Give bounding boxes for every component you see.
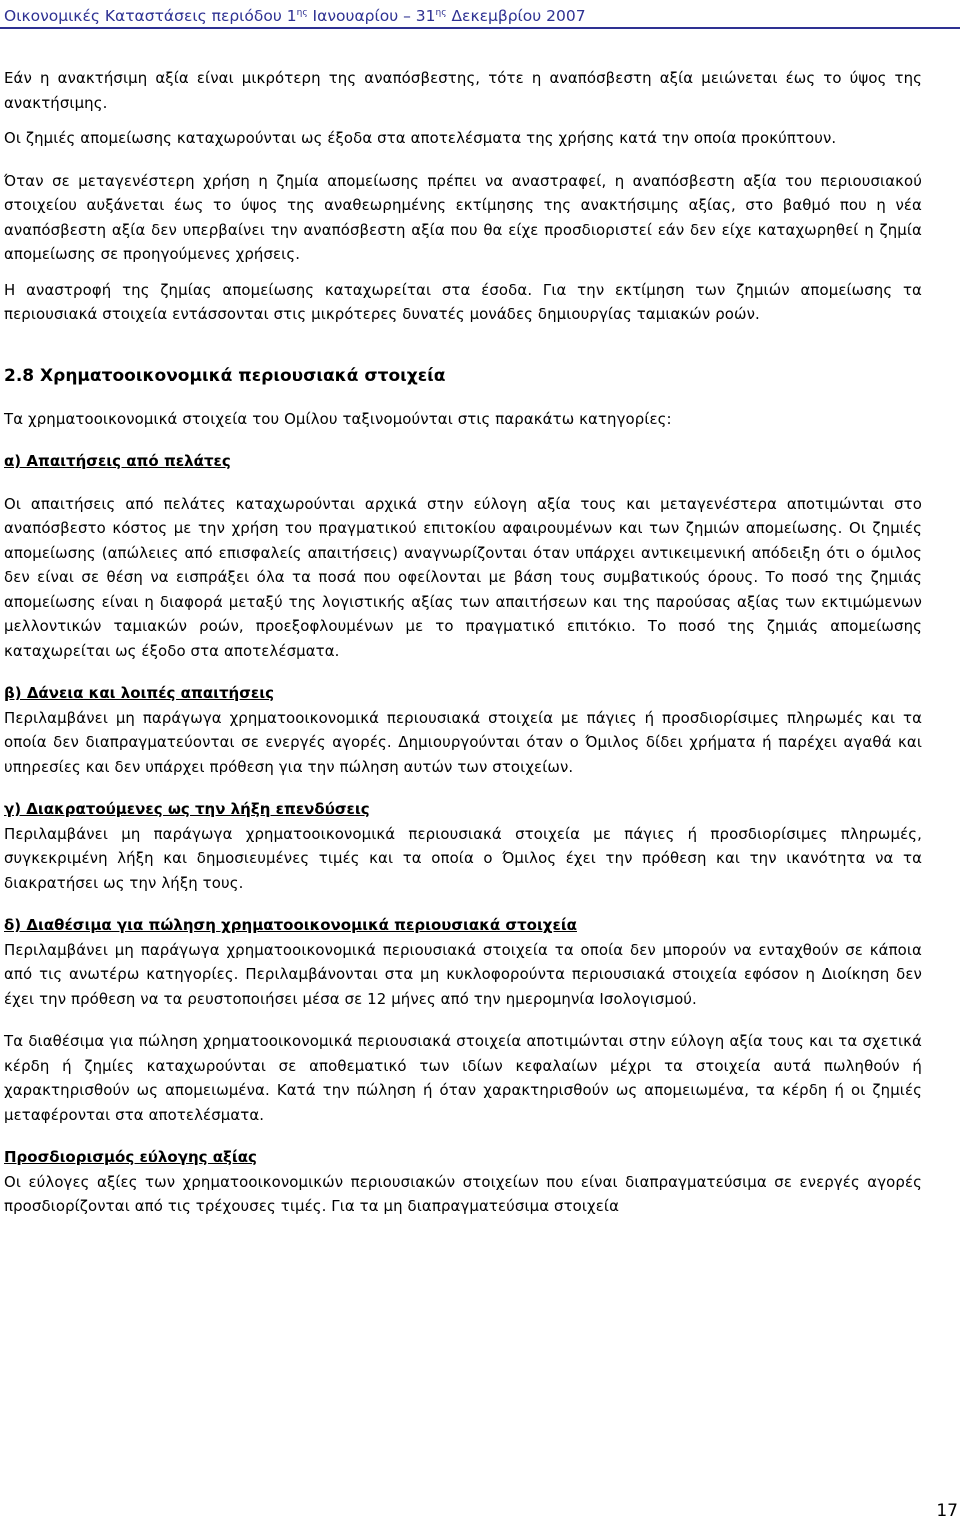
section-title: Χρηματοοικονομικά περιουσιακά στοιχεία [40, 365, 446, 386]
header-text-1: Οικονομικές Καταστάσεις περιόδου 1 [4, 7, 297, 25]
paragraph-recoverable-value: Εάν η ανακτήσιμη αξία είναι μικρότερη της αναπόσβεστης, τότε η αναπόσβεστη αξία μειώνεται έως το ύψος της ανακτήσιμης. [4, 69, 922, 112]
section-intro: Τα χρηματοοικονομικά στοιχεία του Ομίλου ταξινομούνται στις παρακάτω κατηγορίες: [4, 409, 672, 428]
page-number: 17 [936, 1501, 958, 1521]
paragraph-reversal-income: Η αναστροφή της ζημίας απομείωσης καταχωρείται στα έσοδα. Για την εκτίμηση των ζημιών απομείωσης τα περιουσιακά στοιχεία εντάσσονται στις μικρότερες δυνατές μονάδες δημιουργίας ταμιακών ροών. [4, 280, 922, 323]
header-superscript-2: ης [435, 8, 447, 18]
paragraph-impairment-losses: Οι ζημιές απομείωσης καταχωρούνται ως έξοδα στα αποτελέσματα της χρήσης κατά την οποία προκύπτουν. [4, 129, 837, 147]
paragraph-fair-value: Οι εύλογες αξίες των χρηματοοικονομικών περιουσιακών στοιχείων που είναι διαπραγματεύσιμα σε ενεργές αγορές προσδιορίζονται από τις τρέχουσες τιμές. Για τα μη διαπραγματεύσιμα στοιχεία [4, 1172, 922, 1215]
subheading-fair-value: Προσδιορισμός εύλογης αξίας [4, 1148, 257, 1166]
page-body [4, 66, 922, 1219]
header-text-3: Δεκεμβρίου 2007 [446, 7, 586, 25]
header-divider [0, 27, 960, 29]
paragraph-receivables: Οι απαιτήσεις από πελάτες καταχωρούνται αρχικά στην εύλογη αξία τους και μεταγενέστερα αποτιμώνται στο αναπόσβεστο κόστος με την χρήση του πραγματικού επιτοκίου αφαιρουμένων και των ζημιών απομείωσης. Οι ζημιές απομείωσης (απώλειες από επισφαλείς απαιτήσεις) αναγνωρίζονται όταν υπάρχει αντικειμενική απόδειξη ότι ο όμιλος δεν είναι σε θέση να εισπράξει όλα τα ποσά που οφείλονται με βάση τους συμβατικούς όρους. Το ποσό της ζημιάς απομείωσης είναι η διαφορά μεταξύ της λογιστικής αξίας των απαιτήσεων και της παρούσας αξίας των εκτιμώμενων μελλοντικών ταμιακών ροών, προεξοφλουμένων με το πραγματικό επιτόκιο. Το ποσό της ζημιάς απομείωσης καταχωρείται ως έξοδο στα αποτελέσματα. [4, 494, 922, 660]
header-superscript-1: ης [296, 8, 308, 18]
paragraph-held-to-maturity: Περιλαμβάνει μη παράγωγα χρηματοοικονομικά περιουσιακά στοιχεία με πάγιες ή προσδιορίσιμες πληρωμές, συγκεκριμένη λήξη και δημοσιευμένες τιμές και τα οποία ο Όμιλος έχει την πρόθεση και την ικανότητα να τα διακρατήσει ως την λήξη τους. [4, 824, 922, 892]
paragraph-available-for-sale: Περιλαμβάνει μη παράγωγα χρηματοοικονομικά περιουσιακά στοιχεία τα οποία δεν μπορούν να ενταχθούν σε κάποια από τις ανωτέρω κατηγορίες. Περιλαμβάνονται στα μη κυκλοφορούντα περιουσιακά στοιχεία εφόσον η Διοίκηση δεν έχει την πρόθεση να τα ρευστοποιήσει μέσα σε 12 μήνες από την ημερομηνία Ισολογισμού. [4, 940, 922, 1008]
section-number: 2.8 [4, 365, 35, 386]
paragraph-loans: Περιλαμβάνει μη παράγωγα χρηματοοικονομικά περιουσιακά στοιχεία με πάγιες ή προσδιορίσιμες πληρωμές και τα οποία δεν διαπραγματεύονται σε ενεργές αγορές. Δημιουργούνται όταν ο Όμιλος δίδει χρήματα ή παρέχει αγαθά και υπηρεσίες και δεν υπάρχει πρόθεση για την πώληση αυτών των στοιχείων. [4, 708, 922, 776]
running-header [4, 2, 956, 27]
subheading-available-for-sale: δ) Διαθέσιμα για πώληση χρηματοοικονομικά περιουσιακά στοιχεία [4, 916, 577, 934]
section-heading [4, 363, 922, 389]
header-text-2: Ιανουαρίου – 31 [307, 7, 436, 25]
paragraph-impairment-reversal: Όταν σε μεταγενέστερη χρήση η ζημία απομείωσης πρέπει να αναστραφεί, η αναπόσβεστη αξία του περιουσιακού στοιχείου αυξάνεται έως το ύψος της αναθεωρημένης εκτίμησης της ανακτήσιμης αξίας, στο βαθμό που η νέα αναπόσβεστη αξία δεν υπερβαίνει την αναπόσβεστη αξία που θα είχε προσδιοριστεί εάν δεν είχε καταχωρηθεί η ζημία απομείωσης σε προηγούμενες χρήσεις. [4, 171, 922, 263]
subheading-receivables: α) Απαιτήσεις από πελάτες [4, 452, 231, 470]
subheading-held-to-maturity: γ) Διακρατούμενες ως την λήξη επενδύσεις [4, 800, 370, 818]
subheading-loans: β) Δάνεια και λοιπές απαιτήσεις [4, 684, 275, 702]
paragraph-available-for-sale-valuation: Τα διαθέσιμα για πώληση χρηματοοικονομικά περιουσιακά στοιχεία αποτιμώνται στην εύλογη αξία τους και τα σχετικά κέρδη ή ζημίες καταχωρούνται σε αποθεματικό των ιδίων κεφαλαίων μέχρι τα στοιχεία αυτά πωληθούν ή χαρακτηρισθούν ως απομειωμένα. Κατά την πώληση ή όταν χαρακτηρισθούν ως απομειωμένα, τα κέρδη ή οι ζημιές μεταφέρονται στα αποτελέσματα. [4, 1032, 922, 1124]
